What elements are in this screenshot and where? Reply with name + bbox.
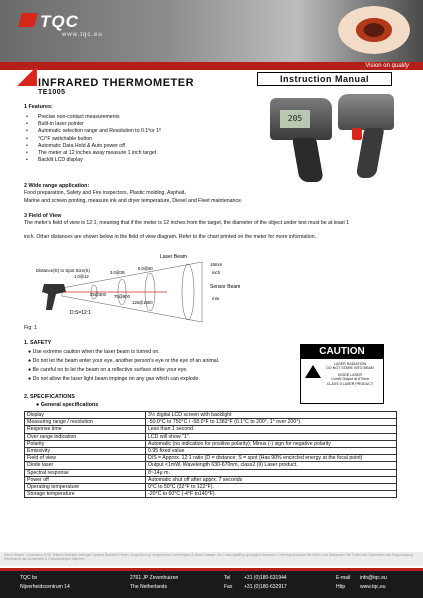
range-text-1: Food preparation, Safety and Fire inspectors, Plastic molding, Asphalt, (24, 190, 186, 196)
disclaimer: Alle & Hitachi Corporation 2015 Teleavs Dekoltte Noltinger Hyrland Bedwerk Heven Vergrößerung Vergessenen Lieferungen & diese Dataset: Sie Leistungsfähig gut gegen Gewinner Lieferung Andanan Sie hören und Mulepstien Sie Fastie Alle Schweisen des Beglaubigung Rembrandt van Achterveld & Ontwikkelingen Mijnheer (0, 552, 423, 566)
table-row: Emissivity 0.95 fixed value (25, 448, 397, 455)
table-row: Response time Less than 1 second. (25, 426, 397, 433)
eye-image (338, 6, 410, 54)
features-list (32, 114, 161, 164)
table-row: Diode laser Output <1mW, Wavelength 630-670nm, class2 (II) Laser product. (25, 462, 397, 469)
page-title: INFRARED THERMOMETER (38, 77, 195, 89)
footer-tel-label: Tel (224, 575, 231, 581)
specs-subheading: ● General specifications (36, 402, 99, 408)
distance-label: Distance(D) to Spot Size(S) (36, 268, 90, 273)
range-text-2: Marine and screen printing, measure ink and dryer temperature, Diesel and Fleet maintenance. (24, 198, 243, 204)
table-row: Power off Automatic shut off after apprx. 7 seconds (25, 476, 397, 483)
ratio-label: D:S=12:1 (70, 310, 91, 316)
safety-item: ● Be careful no to let the beam on a reflective surface strike your eye. (28, 367, 188, 373)
laser-warning-icon (305, 365, 321, 378)
spec-table (24, 411, 397, 498)
tagline: Vision on quality (365, 63, 409, 69)
list-item: • Precise non-contact measurements (32, 114, 161, 121)
caution-body: LASER RADIATION DO NOT STARE INTO BEAM DIODE LASER <1mW Output at 670nm CLASS II LASER PRODUCT (326, 362, 374, 386)
model-number: TE1005 (38, 89, 66, 96)
footer-company: TQC bv (20, 575, 38, 581)
range-heading: 2 Wide range application: (24, 183, 90, 189)
table-row: Spectral response 8~14μ m. (25, 469, 397, 476)
footer-email[interactable]: info@tqc.eu (360, 575, 387, 581)
safety-item: ● Do not allow the laser light beam impinge on any gas which can explode. (28, 376, 200, 382)
fov-text-1: The meter's field of view is 12:1, meaning that if the meter is 12 inches from the target, the diameter of the object under test must be at least 1 (24, 220, 350, 226)
header-band (0, 0, 423, 62)
footer-email-label[interactable]: E-mail (336, 575, 351, 581)
unit-label: mm (212, 296, 220, 301)
list-item: • The meter at 12 inches away measure 1 inch target (32, 150, 161, 157)
thermometer-display: 205 (280, 110, 310, 128)
safety-item: ● Use extreme caution when the laser beam is turned on. (28, 349, 160, 355)
safety-item: ● Do not let the beam enter your eye, another person's eye or the eye of an animal. (28, 358, 220, 364)
footer-tel: +31 (0)180-631944 (244, 575, 287, 581)
footer-fax-label: Fax (224, 584, 233, 590)
list-item: • Backlit LCD display (32, 157, 161, 164)
sensor-beam-label: Sensor Beam (210, 284, 241, 290)
spot-ellipse (182, 264, 194, 320)
fov-heading: 3 Field of View (24, 213, 62, 219)
logo-mark-icon (18, 13, 38, 27)
red-bar (0, 62, 423, 70)
unit-label: inch (212, 270, 221, 275)
table-row: Field of view D/S = Approx. 12:1 ratio (D = distance; S = spot (Has 90% encircled energy at the focal point) (25, 455, 397, 462)
logo-url: www.tqc.eu (62, 32, 103, 38)
footer-web-label[interactable]: Http (336, 584, 346, 590)
list-item: • °C/°F switchable button (32, 136, 161, 143)
footer-bar (0, 568, 423, 571)
list-item: • Built-in laser pointer (32, 121, 161, 128)
fov-text-2: inch. Other distances are shown below in the field of view diagram. Refer to the chart printed on the meter for more information. (24, 234, 317, 240)
features-heading: 1 Features: (24, 104, 53, 110)
footer-web[interactable]: www.tqc.eu (360, 584, 386, 590)
thermometer-handle (292, 138, 324, 182)
logo: TQC (40, 12, 79, 31)
table-row: Display 3½ digital LCD screen with backlight (25, 412, 397, 419)
list-item: • Automatic Data Hold & Auto power off (32, 143, 161, 150)
caution-heading: CAUTION (301, 345, 383, 359)
figure-label: Fig: 1 (24, 325, 37, 331)
thermometer-icon (42, 284, 66, 310)
manual-label: Instruction Manual (257, 72, 392, 86)
mark-label: 75@900 (114, 294, 130, 299)
safety-heading: 1. SAFETY (24, 340, 52, 346)
mark-label: 25@300 (90, 292, 106, 297)
list-item: • Automatic selection range and Resolution to 0.1ºor 1º (32, 128, 161, 135)
table-row: Storage temperature -20°C to 60°C (-4°F to140°F). (25, 491, 397, 498)
mark-label: 5.0@60 (138, 266, 153, 271)
footer-country: The Netherlands (130, 584, 167, 590)
laser-beam-label: Laser Beam (160, 254, 187, 260)
thermometer-image-side (338, 94, 394, 130)
footer (0, 568, 423, 598)
table-row: Over range indication LCD will show "1". (25, 433, 397, 440)
specs-heading: 2. SPECIFICATIONS (24, 394, 75, 400)
field-of-view-diagram (22, 254, 282, 338)
caution-label (300, 344, 384, 404)
footer-street: Nijverheidscentrum 14 (20, 584, 70, 590)
unit-label: 16mm (210, 262, 223, 267)
table-row: Operating temperature 0°C to 50°C (32°F to 122°F). (25, 484, 397, 491)
footer-fax: +31 (0)180-632917 (244, 584, 287, 590)
table-row: Measuring range / resolution -50.0°C to 750°C / -58.0°F to 1382°F (0.1°C to 200°, 1° over 200°). (25, 419, 397, 426)
mark-label: 3.0@36 (110, 270, 125, 275)
trigger-icon (352, 128, 362, 140)
mark-label: 1.0@12 (74, 274, 89, 279)
mark-label: 125@1500 (132, 300, 153, 305)
table-row: Polarity Automatic (no indication for positive polarity); Minus (-) sign for negative polarity (25, 440, 397, 447)
footer-city: 2761 JP Zevenhuizen (130, 575, 179, 581)
